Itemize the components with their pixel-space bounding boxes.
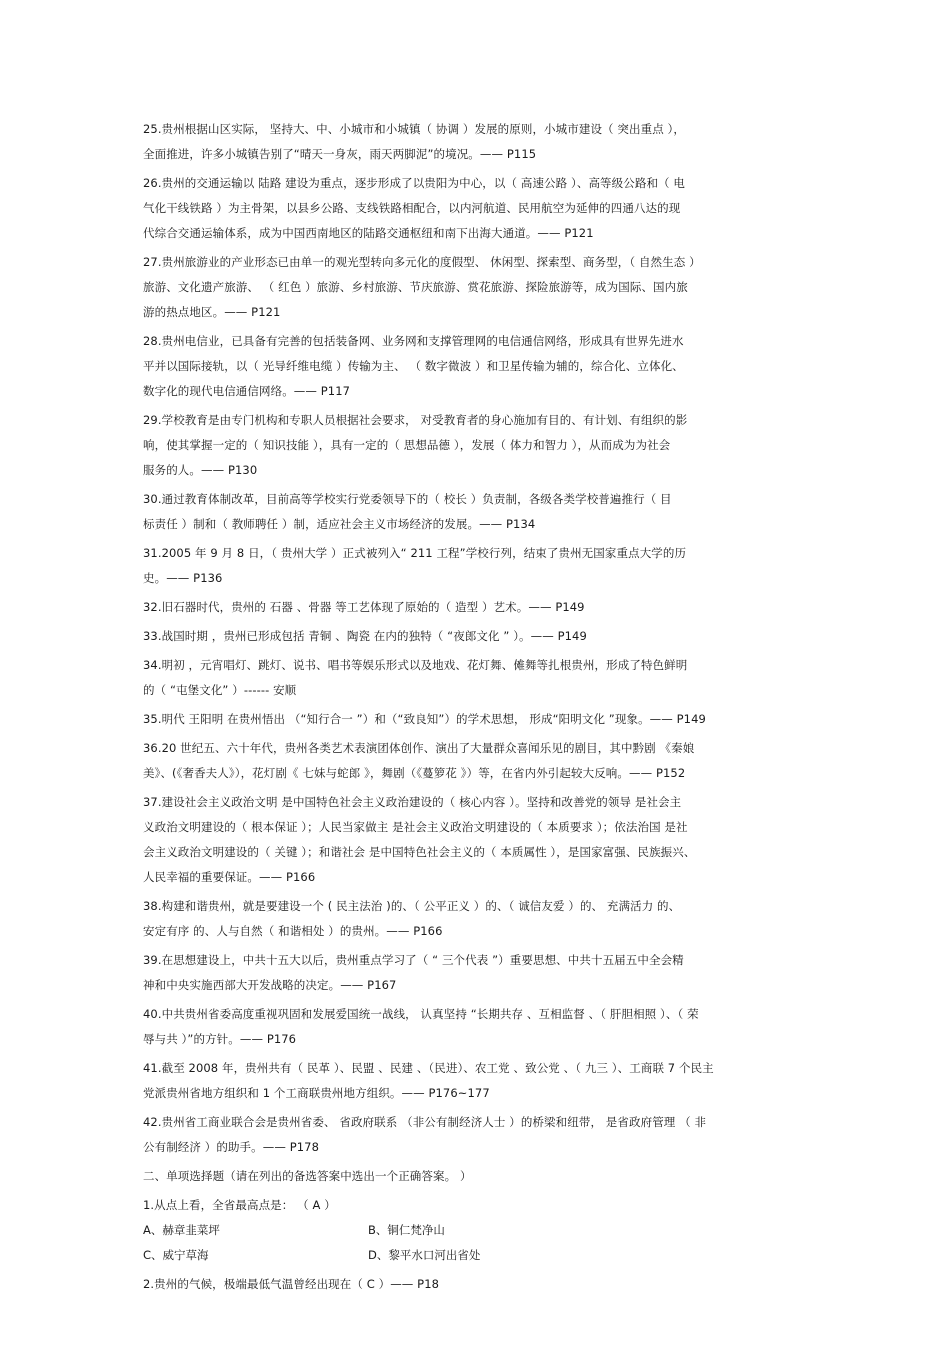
question-line: 30.通过教育体制改革，目前高等学校实行党委领导下的（ 校长 ）负责制，各级各类学校普遍推行（ 目 (143, 492, 672, 506)
section-title: 二、单项选择题（请在列出的备选答案中选出一个正确答案。 ） (143, 1169, 472, 1183)
question-line: 平并以国际接轨，以（ 光导纤维电缆 ）传输为主、 （ 数字微波 ）和卫星传输为辅的，综合化、立体化、 (143, 359, 684, 373)
question-38 (143, 894, 815, 944)
question-line: 会主义政治文明建设的（ 关键 ）；和谐社会 是中国特色社会主义的（ 本质属性 ），是国家富强、民族振兴、 (143, 845, 696, 859)
question-line: 美》、(《奢香夫人》），花灯剧《 七妹与蛇郎 》，舞剧（《蔓箩花 》）等，在省内外引起较大反响。—— P152 (143, 766, 686, 780)
question-line: 28.贵州电信业，已具备有完善的包括装备网、业务网和支撑管理网的电信通信网络，形成具有世界先进水 (143, 334, 684, 348)
question-line: 公有制经济 ）的助手。—— P178 (143, 1140, 319, 1154)
option-a: A、赫章韭菜坪 (143, 1223, 220, 1237)
choice-question-2 (143, 1272, 815, 1297)
question-line: 26.贵州的交通运输以 陆路 建设为重点，逐步形成了以贵阳为中心，以（ 高速公路 ）、高等级公路和（ 电 (143, 176, 686, 190)
question-37 (143, 790, 815, 890)
question-30 (143, 487, 815, 537)
question-line: 安定有序 的、人与自然（ 和谐相处 ）的贵州。—— P166 (143, 924, 443, 938)
choice-question-1 (143, 1193, 815, 1268)
question-line: 游的热点地区。—— P121 (143, 305, 281, 319)
question-28 (143, 329, 815, 404)
question-33 (143, 624, 815, 649)
question-39 (143, 948, 815, 998)
question-26 (143, 171, 815, 246)
question-stem: 1.从点上看，全省最高点是： （ A ） (143, 1198, 336, 1212)
question-42 (143, 1110, 815, 1160)
option-b: B、铜仁梵净山 (368, 1223, 445, 1237)
question-line: 数字化的现代电信通信网络。—— P117 (143, 384, 351, 398)
question-34 (143, 653, 815, 703)
question-line: 38.构建和谐贵州，就是要建设一个 ( 民主法治 )的、（ 公平正义 ）的、（ 诚信友爱 ）的、 充满活力 的、 (143, 899, 681, 913)
question-line: 代综合交通运输体系，成为中国西南地区的陆路交通枢纽和南下出海大通道。—— P121 (143, 226, 594, 240)
document-content (143, 117, 815, 1301)
option-row (143, 1243, 815, 1268)
question-line: 全面推进，许多小城镇告别了“晴天一身灰，雨天两脚泥”的境况。—— P115 (143, 147, 537, 161)
question-line: 37.建设社会主义政治文明 是中国特色社会主义政治建设的（ 核心内容 ）。坚持和改善党的领导 是社会主 (143, 795, 682, 809)
question-line: 神和中央实施西部大开发战略的决定。—— P167 (143, 978, 397, 992)
question-line: 39.在思想建设上，中共十五大以后，贵州重点学习了（ “ 三个代表 ”）重要思想、中共十五届五中全会精 (143, 953, 684, 967)
question-line: 人民幸福的重要保证。—— P166 (143, 870, 316, 884)
question-line: 服务的人。—— P130 (143, 463, 258, 477)
question-29 (143, 408, 815, 483)
question-27 (143, 250, 815, 325)
question-line: 35.明代 王阳明 在贵州悟出 （“知行合一 ”）和（“致良知”）的学术思想， 形成“阳明文化 ”现象。—— P149 (143, 712, 706, 726)
question-40 (143, 1002, 815, 1052)
question-31 (143, 541, 815, 591)
question-line: 25.贵州根据山区实际， 坚持大、中、小城市和小城镇（ 协调 ）发展的原则，小城市建设（ 突出重点 ）， (143, 122, 686, 136)
question-line: 标责任 ）制和（ 教师聘任 ）制，适应社会主义市场经济的发展。—— P134 (143, 517, 536, 531)
question-line: 40.中共贵州省委高度重视巩固和发展爱国统一战线， 认真坚持 “长期共存 、互相监督 、（ 肝胆相照 ）、（ 荣 (143, 1007, 699, 1021)
question-36 (143, 736, 815, 786)
question-line: 36.20 世纪五、六十年代，贵州各类艺术表演团体创作、演出了大量群众喜闻乐见的剧目，其中黔剧 《秦娘 (143, 741, 695, 755)
question-line: 33.战国时期 ，贵州已形成包括 青铜 、陶瓷 在内的独特（ “夜郎文化 ” ）。—— P149 (143, 629, 587, 643)
question-line: 辱与共 ）”的方针。—— P176 (143, 1032, 297, 1046)
question-line: 气化干线铁路 ）为主骨架，以县乡公路、支线铁路相配合，以内河航道、民用航空为延伸的四通八达的现 (143, 201, 681, 215)
question-line: 29.学校教育是由专门机构和专职人员根据社会要求， 对受教育者的身心施加有目的、有计划、有组织的影 (143, 413, 688, 427)
option-c: C、威宁草海 (143, 1248, 209, 1262)
question-35 (143, 707, 815, 732)
question-32 (143, 595, 815, 620)
question-line: 党派贵州省地方组织和 1 个工商联贵州地方组织。—— P176~177 (143, 1086, 490, 1100)
question-line: 旅游、文化遗产旅游、 （ 红色 ）旅游、乡村旅游、节庆旅游、赏花旅游、探险旅游等，成为国际、国内旅 (143, 280, 688, 294)
question-line: 响，使其掌握一定的（ 知识技能 ），具有一定的（ 思想品德 ），发展（ 体力和智力 ），从而成为为社会 (143, 438, 671, 452)
question-line: 32.旧石器时代，贵州的 石器 、骨器 等工艺体现了原始的（ 造型 ）艺术。—— P149 (143, 600, 585, 614)
question-line: 27.贵州旅游业的产业形态已由单一的观光型转向多元化的度假型、 休闲型、探索型、商务型，（ 自然生态 ） (143, 255, 701, 269)
section-heading (143, 1164, 815, 1189)
option-d: D、黎平水口河出省处 (368, 1248, 481, 1262)
question-line: 31.2005 年 9 月 8 日，（ 贵州大学 ）正式被列入“ 211 工程”学校行列，结束了贵州无国家重点大学的历 (143, 546, 687, 560)
question-41 (143, 1056, 815, 1106)
question-line: 义政治文明建设的（ 根本保证 ）；人民当家做主 是社会主义政治文明建设的（ 本质要求 ）；依法治国 是社 (143, 820, 688, 834)
question-line: 史。—— P136 (143, 571, 223, 585)
question-line: 34.明初 ，元宵唱灯、跳灯、说书、唱书等娱乐形式以及地戏、花灯舞、傩舞等扎根贵州，形成了特色鲜明 (143, 658, 688, 672)
question-line: 的（ “屯堡文化” ）------ 安顺 (143, 683, 297, 697)
option-row (143, 1218, 815, 1243)
question-25 (143, 117, 815, 167)
question-stem: 2.贵州的气候，极端最低气温曾经出现在（ C ）—— P18 (143, 1277, 440, 1291)
question-line: 41.截至 2008 年，贵州共有（ 民革 ）、民盟 、民建 、（民进）、农工党 、致公党 、（ 九三 ）、工商联 7 个民主 (143, 1061, 714, 1075)
question-line: 42.贵州省工商业联合会是贵州省委、 省政府联系 （非公有制经济人士 ）的桥梁和纽带， 是省政府管理 （ 非 (143, 1115, 707, 1129)
